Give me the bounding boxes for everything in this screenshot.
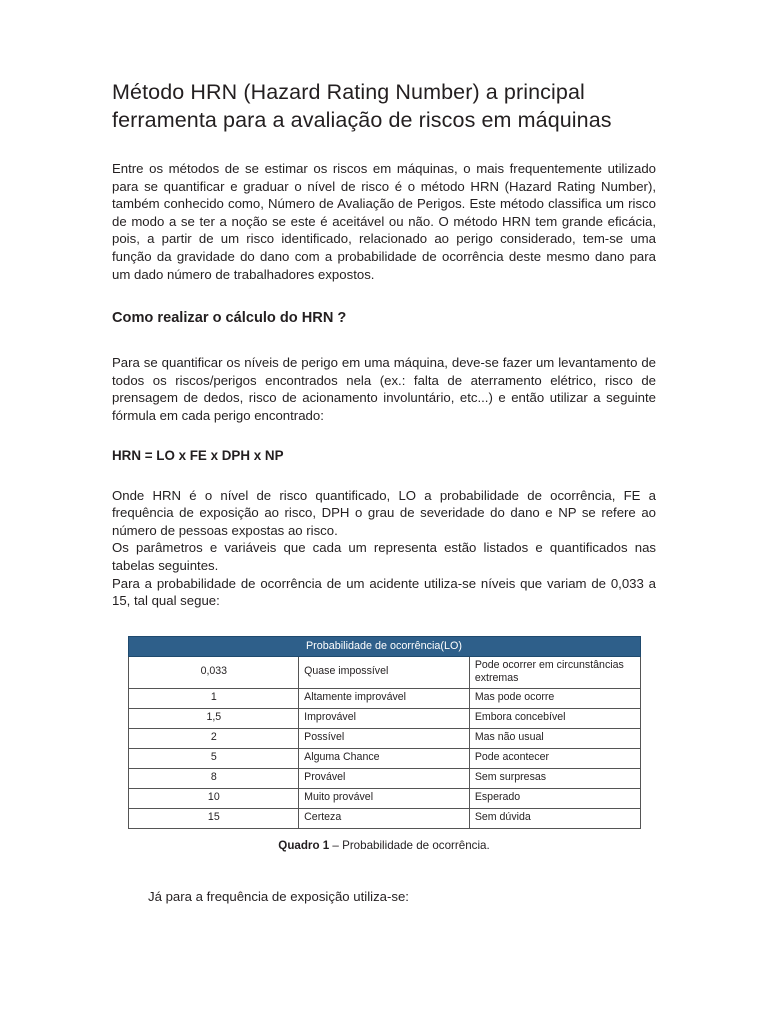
table-row	[128, 688, 640, 708]
page-title: Método HRN (Hazard Rating Number) a principal ferramenta para a avaliação de riscos em máquinas	[112, 80, 612, 132]
probability-table-wrapper	[128, 636, 641, 854]
table-row	[128, 656, 640, 688]
cell-description: Possível	[299, 728, 470, 748]
cell-value: 15	[128, 808, 299, 828]
table-body	[128, 656, 640, 828]
cell-description: Alguma Chance	[299, 748, 470, 768]
paragraph-5: Para a probabilidade de ocorrência de um acidente utiliza-se níveis que variam de 0,033 a 15, tal qual segue:	[112, 575, 656, 609]
table-row	[128, 728, 640, 748]
table-caption-text: – Probabilidade de ocorrência.	[329, 838, 490, 852]
cell-value: 8	[128, 768, 299, 788]
cell-consequence: Mas não usual	[469, 728, 640, 748]
table-header-row	[128, 636, 640, 656]
cell-consequence: Esperado	[469, 788, 640, 808]
paragraph-3: Onde HRN é o nível de risco quantificado, LO a probabilidade de ocorrência, FE a frequência de exposição ao risco, DPH o grau de severidade do dano e NP se refere ao número de pessoas expostas ao risco.	[112, 487, 656, 538]
cell-consequence: Sem surpresas	[469, 768, 640, 788]
cell-description: Quase impossível	[299, 656, 470, 688]
cell-description: Provável	[299, 768, 470, 788]
table-caption	[128, 838, 641, 854]
table-caption-label: Quadro 1	[278, 838, 330, 852]
table-row	[128, 708, 640, 728]
cell-consequence: Sem dúvida	[469, 808, 640, 828]
paragraph-4: Os parâmetros e variáveis que cada um representa estão listados e quantificados nas tabelas seguintes.	[112, 540, 656, 573]
cell-consequence: Mas pode ocorre	[469, 688, 640, 708]
table-header-label: Probabilidade de ocorrência(LO)	[128, 636, 640, 656]
cell-value: 10	[128, 788, 299, 808]
cell-description: Certeza	[299, 808, 470, 828]
cell-value: 1,5	[128, 708, 299, 728]
cell-consequence: Pode ocorrer em circunstâncias extremas	[469, 656, 640, 688]
intro-paragraph: Entre os métodos de se estimar os riscos em máquinas, o mais frequentemente utilizado para se quantificar e graduar o nível de risco é o método HRN (Hazard Rating Number), também conhecido como, Número de Avaliação de Perigos. Este método classifica um risco de modo a se ter a noção se este é aceitável ou não. O método HRN tem grande eficácia, pois, a partir de um risco identificado, relacionado ao perigo considerado, tem-se uma função da gravidade do dano com a probabilidade de ocorrência deste mesmo dano para um dado número de trabalhadores expostos.	[112, 161, 656, 282]
probability-table	[128, 636, 641, 829]
cell-consequence: Embora concebível	[469, 708, 640, 728]
cell-description: Altamente improvável	[299, 688, 470, 708]
table-row	[128, 768, 640, 788]
table-row	[128, 748, 640, 768]
cell-value: 5	[128, 748, 299, 768]
hrn-formula: HRN = LO x FE x DPH x NP	[112, 447, 284, 463]
cell-value: 2	[128, 728, 299, 748]
section-heading: Como realizar o cálculo do HRN ?	[112, 310, 347, 327]
table-row	[128, 788, 640, 808]
cell-value: 1	[128, 688, 299, 708]
cell-description: Improvável	[299, 708, 470, 728]
table-row	[128, 808, 640, 828]
cell-consequence: Pode acontecer	[469, 748, 640, 768]
cell-description: Muito provável	[299, 788, 470, 808]
closing-paragraph: Já para a frequência de exposição utiliza-se:	[148, 888, 409, 904]
cell-value: 0,033	[128, 656, 299, 688]
paragraph-2: Para se quantificar os níveis de perigo em uma máquina, deve-se fazer um levantamento de todos os riscos/perigos encontrados nela (ex.: falta de aterramento elétrico, risco de prensagem de dedos, risco de acionamento involuntário, etc...) e então utilizar a seguinte fórmula em cada perigo encontrado:	[112, 355, 656, 423]
